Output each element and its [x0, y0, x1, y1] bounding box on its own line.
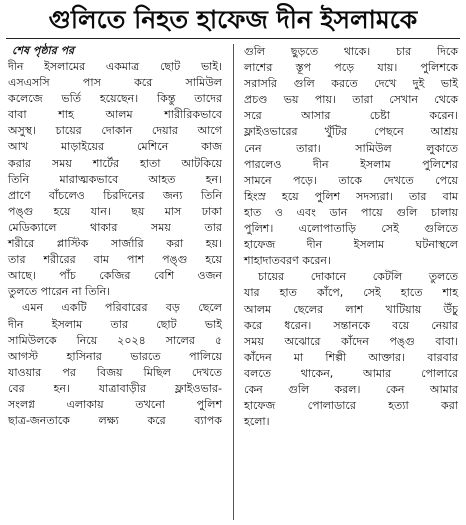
body-line: সংলগ্ন এলাকায় তখনো পুলিশ [8, 397, 222, 411]
body-line: যার হাত কাঁপে, সেই হাতে শাহ [244, 286, 458, 300]
body-line: সামনে পড়ে। তাকে দেখতে পেয়ে [244, 173, 458, 187]
body-line: আছে। পাঁচ কেজির বেশি ওজন [8, 269, 222, 283]
body-line: এসএসসি পাস করে সামিউল [8, 76, 222, 90]
body-line: গুলি ছুড়তে থাকে। চার দিকে [244, 45, 458, 58]
body-line: আখ মাড়াইয়ের মেশিনে কাজ [8, 140, 222, 154]
body-line: বাবা শাহ আলম শারীরিকভাবে [8, 108, 222, 122]
headline-rule [6, 38, 460, 39]
body-line: তিনি মারাত্মকভাবে আহত হন। [8, 172, 222, 186]
body-line: দীন ইসলামের একমাত্র ছোট ভাই। [8, 60, 222, 73]
body-line: সরাসরি গুলি করতে দেখে দুই ভাই [244, 77, 458, 91]
body-line: হিংস্র হয়ে পুলিশ সদস্যরা। তার বাম [244, 189, 458, 203]
body-line: তার শরীরের বাম পাশ পঙ্গু হয়ে [8, 253, 222, 267]
body-line: প্রাণে বাঁচলেও চিরদিনের জন্য তিনি [8, 188, 222, 202]
article-column-right [244, 44, 458, 430]
body-line: করার সময় শার্টের হাতা আটকিয়ে [8, 156, 222, 170]
article-headline: গুলিতে নিহত হাফেজ দীন ইসলামকে [48, 5, 418, 34]
body-line: ফ্লাইওভারের খুঁটির পেছনে আশ্রয় [244, 125, 458, 139]
body-line: সামিউলকে নিয়ে ২০২৪ সালের ৫ [8, 333, 222, 347]
body-line: হাত ও এবং ডান পায়ে গুলি চালায় [244, 205, 458, 219]
body-line: প্রচণ্ড ভয় পায়। তারা সেখান থেকে [244, 93, 458, 107]
body-line: হাফেজ পোলাডারে হত্যা করা [244, 399, 458, 413]
body-line: অসুস্থ। চায়ের দোকান দেয়ার আগে [8, 124, 222, 138]
body-line: শাহাদাতবরণ করেন। [244, 254, 331, 268]
body-line: নেন তারা। সামিউল লুকাতে [244, 141, 458, 155]
body-line: কেন গুলি করল। কেন আমার [244, 382, 458, 396]
body-line: আলম ছেলের লাশ খাটিয়ায় উঁচু [244, 302, 458, 316]
body-line: আগস্ট হাসিনার ভারতে পালিয়ে [8, 349, 222, 363]
body-line: পুলিশ। এলোপাতাড়ি সেই গুলিতে [244, 222, 458, 236]
body-line: কলেজে ভর্তি হয়েছেন। কিন্তু তাদের [8, 92, 222, 106]
body-line: শরীরে প্লাস্টিক সার্জারি করা হয়। [8, 237, 222, 251]
body-line: ছাত্র-জনতাকে লক্ষ্য করে ব্যাপক [8, 414, 222, 428]
body-line: পারলেও দীন ইসলাম পুলিশের [244, 157, 458, 171]
body-line: করে ধরেন। সন্তানকে বয়ে নেয়ার [244, 318, 458, 332]
article-column-left [8, 42, 222, 429]
body-line: সময় অঝোরে কাঁদেন পঙ্গু বাবা। [244, 334, 458, 348]
continuation-label: শেষ পৃষ্ঠার পর [12, 44, 75, 57]
body-line: বলতে থাকেন, আমার পোলারে [244, 366, 458, 380]
body-line: সরে আসার চেষ্টা করেন। [244, 109, 458, 123]
body-line: এমন একটি পরিবারের বড় ছেলে [22, 301, 222, 315]
body-line: মেডিক্যালে থাকার সময় তার [8, 220, 222, 234]
body-line: পঙ্গু হয়ে যান। ছয় মাস ঢাকা [8, 204, 222, 218]
body-line: বের হন। যাত্রাবাড়ীর ফ্লাইওভার- [8, 381, 222, 395]
body-line: হলো। [244, 415, 270, 429]
body-line: তুলতে পারেন না তিনি। [8, 285, 111, 299]
body-line: হাফেজ দীন ইসলাম ঘটনাস্থলে [244, 238, 458, 252]
body-line: কাঁদেন মা শিল্পী আক্তার। বারবার [244, 350, 458, 364]
body-line: চায়ের দোকানে কেটলি তুলতে [258, 270, 458, 284]
body-line: লাশের স্তূপ পড়ে যায়। পুলিশকে [244, 61, 458, 75]
body-line: দীন ইসলাম তার ছোট ভাই [8, 317, 222, 331]
column-divider [233, 44, 234, 520]
body-line: যাওয়ার পর বিজয় মিছিল দেখতে [8, 365, 222, 379]
